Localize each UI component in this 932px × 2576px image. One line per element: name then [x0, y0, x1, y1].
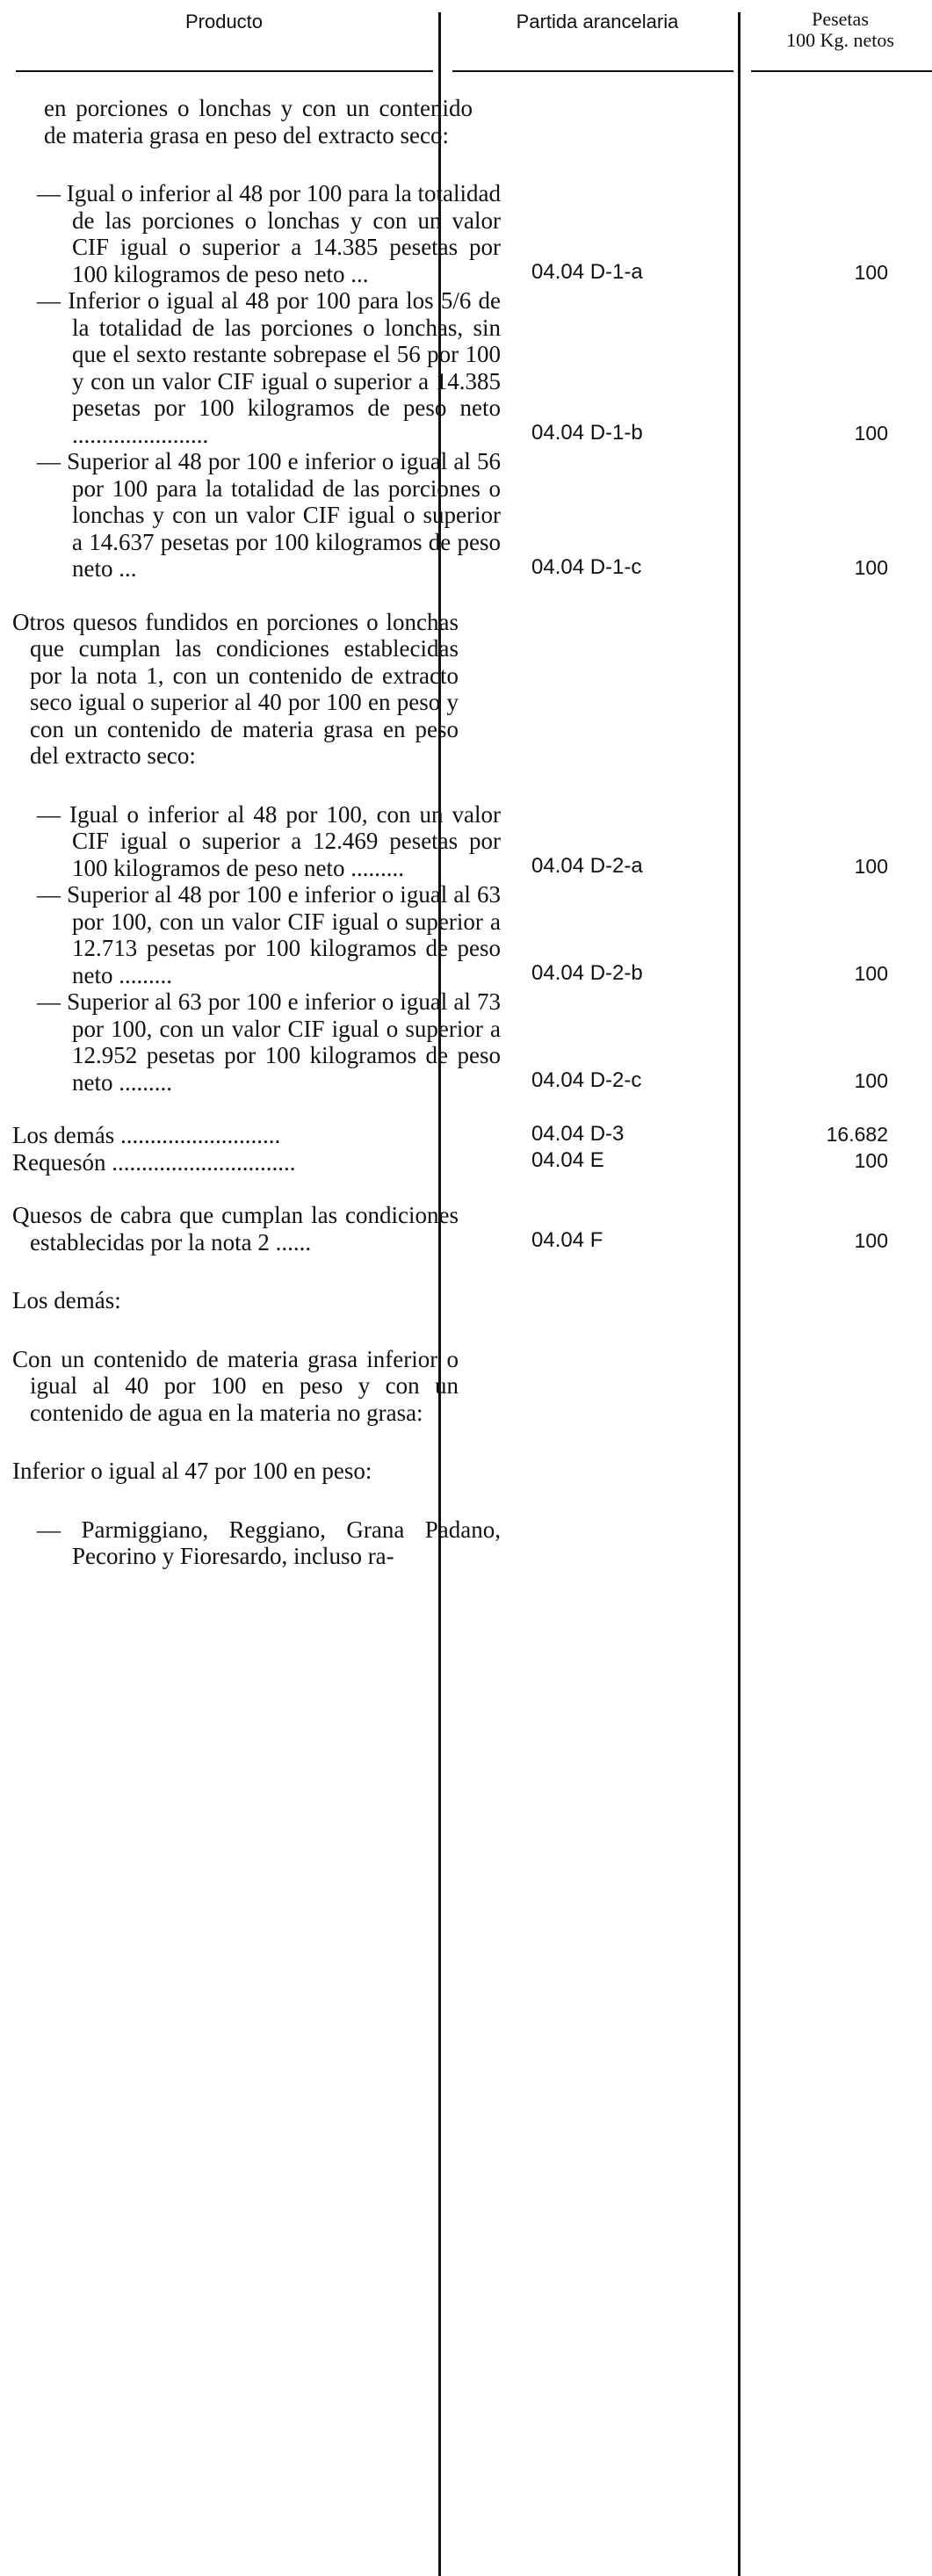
- pesetas-value: 100: [854, 422, 888, 445]
- header-pesetas-line1: Pesetas: [812, 8, 869, 30]
- tariff-code: 04.04 D-1-c: [531, 554, 642, 579]
- product-description: Los demás:: [12, 1287, 121, 1313]
- table-row: [0, 1458, 932, 1485]
- pesetas-value: 100: [854, 261, 888, 284]
- product-description: — Inferior o igual al 48 por 100 para los 5/6 de la totalidad de las porciones o lonchas, sin que el sexto restante sobrepase el 56 por 100 y con un valor CIF igual o superior a 14.385 pesetas por 100 kilogramos de peso neto .......................: [37, 287, 501, 448]
- product-description: en porciones o lonchas y con un contenido de materia grasa en peso del extracto seco:: [44, 95, 473, 148]
- table-row: [0, 1122, 932, 1149]
- product-description: — Superior al 63 por 100 e inferior o igual al 73 por 100, con un valor CIF igual o superior a 12.952 pesetas por 100 kilogramos de peso neto .........: [37, 988, 501, 1096]
- table-row: [0, 1149, 932, 1176]
- pesetas-value: 100: [854, 855, 888, 878]
- table-row: [0, 180, 932, 287]
- header-partida-arancelaria: Partida arancelaria: [516, 11, 679, 33]
- pesetas-value: 100: [854, 1229, 888, 1252]
- tariff-code: 04.04 D-2-a: [531, 854, 643, 878]
- header-rule-partida: [452, 70, 733, 72]
- tariff-code: 04.04 E: [531, 1148, 604, 1172]
- table-row: [0, 95, 932, 148]
- pesetas-value: 16.682: [826, 1122, 888, 1146]
- table-row: [0, 801, 932, 882]
- product-description: Otros quesos fundidos en porciones o lonchas que cumplan las condiciones establecidas por la nota 1, con un contenido de extracto seco igual o superior al 40 por 100 en peso y con un contenido de materia grasa en peso del extracto seco:: [12, 608, 459, 769]
- pesetas-value: 100: [854, 962, 888, 985]
- header-producto: Producto: [184, 11, 264, 33]
- product-description: Inferior o igual al 47 por 100 en peso:: [12, 1458, 372, 1484]
- pesetas-value: 100: [854, 1149, 888, 1172]
- product-description: — Igual o inferior al 48 por 100, con un valor CIF igual o superior a 12.469 pesetas por 100 kilogramos de peso neto .........: [37, 800, 501, 881]
- table-row: [0, 287, 932, 448]
- header-pesetas: [748, 9, 932, 79]
- product-description: — Superior al 48 por 100 e inferior o igual al 56 por 100 para la totalidad de las porciones o lonchas y con un valor CIF igual o superior a 14.637 pesetas por 100 kilogramos de peso neto ...: [37, 448, 501, 582]
- table-row: [0, 448, 932, 582]
- product-description: Quesos de cabra que cumplan las condiciones establecidas por la nota 2 ......: [12, 1202, 459, 1255]
- pesetas-value: 100: [854, 555, 888, 579]
- tariff-code: 04.04 D-2-b: [531, 961, 643, 985]
- table-row: [0, 988, 932, 1096]
- product-description: Los demás ...........................: [12, 1122, 281, 1148]
- header-rule-producto: [16, 70, 433, 72]
- table-row: [0, 1346, 932, 1427]
- tariff-code: 04.04 D-1-a: [531, 260, 643, 284]
- product-description: Con un contenido de materia grasa inferior o igual al 40 por 100 en peso y con un contenido de agua en la materia no grasa:: [12, 1345, 459, 1426]
- product-description: — Superior al 48 por 100 e inferior o igual al 63 por 100, con un valor CIF igual o superior a 12.713 pesetas por 100 kilogramos de peso neto .........: [37, 881, 501, 988]
- table-row: [0, 881, 932, 988]
- header-rule-pesetas: [751, 70, 932, 72]
- table-row: [0, 1202, 932, 1255]
- product-description: — Igual o inferior al 48 por 100 para la totalidad de las porciones o lonchas y con un valor CIF igual o superior a 14.385 pesetas por 100 kilogramos de peso neto ...: [37, 180, 501, 287]
- tariff-code: 04.04 D-2-c: [531, 1068, 642, 1092]
- tariff-table: [0, 95, 932, 1570]
- product-description: — Parmiggiano, Reggiano, Grana Padano, Pecorino y Fioresardo, incluso ra-: [37, 1516, 501, 1569]
- table-row: [0, 1287, 932, 1314]
- table-row: [0, 609, 932, 770]
- product-description: Requesón ...............................: [12, 1148, 296, 1176]
- table-row: [0, 1516, 932, 1570]
- pesetas-value: 100: [854, 1069, 888, 1092]
- tariff-code: 04.04 D-1-b: [531, 421, 643, 445]
- header-pesetas-line2: 100 Kg. netos: [786, 29, 894, 51]
- tariff-code: 04.04 F: [531, 1228, 603, 1252]
- tariff-code: 04.04 D-3: [531, 1121, 625, 1146]
